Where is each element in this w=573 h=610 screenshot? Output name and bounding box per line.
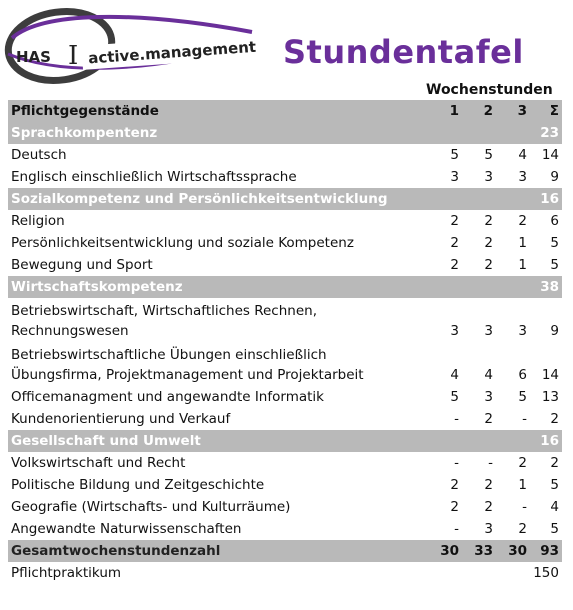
sum-value: 2 — [550, 411, 559, 427]
year-1-value: 5 — [450, 147, 459, 163]
total-year-2: 33 — [462, 540, 496, 562]
year-3-value: 4 — [518, 147, 527, 163]
year-3-value: 2 — [518, 521, 527, 537]
subject-label-line-1: Betriebswirtschaftliche Übungen einschließlich — [11, 347, 327, 363]
subject-label: Officemanagment und angewandte Informatik — [11, 389, 324, 405]
section-title: Wirtschaftskompetenz — [8, 276, 530, 298]
logo-has-text: HAS — [16, 48, 51, 66]
subject-label-line-2: Übungsfirma, Projektmanagement und Projektarbeit — [11, 367, 364, 383]
sum-value: 2 — [550, 455, 559, 471]
year-3-value: 1 — [518, 257, 527, 273]
year-2-value: 3 — [484, 521, 493, 537]
table-row — [8, 408, 562, 430]
subject-label: Kundenorientierung und Verkauf — [11, 411, 231, 427]
total-year-3: 30 — [496, 540, 530, 562]
table-row — [8, 166, 562, 188]
year-2-value: 2 — [484, 499, 493, 515]
year-1-value: 2 — [450, 477, 459, 493]
logo-bar-text: I — [68, 41, 79, 71]
year-3-value: - — [522, 411, 527, 427]
total-sum: 93 — [530, 540, 562, 562]
year-2-value: 5 — [484, 147, 493, 163]
year-3-value: 2 — [518, 455, 527, 471]
table-row — [8, 298, 562, 342]
praktikum-label: Pflichtpraktikum — [11, 565, 122, 581]
year-3-value: 2 — [518, 213, 527, 229]
praktikum-value: 150 — [533, 565, 559, 581]
header-year-2: 2 — [462, 100, 496, 122]
sum-value: 5 — [550, 521, 559, 537]
year-2-value: 2 — [484, 411, 493, 427]
logo-swoosh-icon — [2, 2, 264, 88]
year-2-value: 3 — [484, 323, 493, 339]
section-row — [8, 122, 562, 144]
year-3-value: 3 — [518, 323, 527, 339]
subject-label: Politische Bildung und Zeitgeschichte — [11, 477, 265, 493]
subject-label-line-1: Betriebswirtschaft, Wirtschaftliches Rechnen, — [11, 303, 317, 319]
year-1-value: - — [454, 455, 459, 471]
year-2-value: 2 — [484, 235, 493, 251]
section-total: 38 — [530, 276, 562, 298]
header-sum: Σ — [530, 100, 562, 122]
year-2-value: 2 — [484, 213, 493, 229]
section-total: 16 — [530, 188, 562, 210]
year-1-value: 2 — [450, 213, 459, 229]
total-row — [8, 540, 562, 562]
sum-value: 14 — [541, 367, 559, 383]
sum-value: 9 — [550, 323, 559, 339]
sum-value: 9 — [550, 169, 559, 185]
subject-label — [8, 342, 428, 386]
sum-value: 5 — [550, 235, 559, 251]
year-1-value: 2 — [450, 257, 459, 273]
table-row — [8, 518, 562, 540]
logo-name-text: active.management — [87, 37, 257, 68]
year-2-value: 2 — [484, 257, 493, 273]
subject-label — [8, 298, 428, 342]
year-2-value: 4 — [484, 367, 493, 383]
year-2-value: 2 — [484, 477, 493, 493]
stundentafel-table — [8, 100, 562, 584]
page-title: Stundentafel — [283, 33, 524, 71]
year-1-value: 3 — [450, 323, 459, 339]
subject-label: Volkswirtschaft und Recht — [11, 455, 186, 471]
subject-label: Persönlichkeitsentwicklung und soziale Kompetenz — [11, 235, 354, 251]
sum-value: 14 — [541, 147, 559, 163]
section-row — [8, 430, 562, 452]
header-year-3: 3 — [496, 100, 530, 122]
year-3-value: 5 — [518, 389, 527, 405]
table-row — [8, 254, 562, 276]
table-row — [8, 232, 562, 254]
year-3-value: 6 — [518, 367, 527, 383]
header-label: Pflichtgegenstände — [8, 100, 428, 122]
praktikum-row — [8, 562, 562, 584]
year-1-value: 2 — [450, 235, 459, 251]
wochenstunden-label: Wochenstunden — [426, 82, 553, 98]
table-header-row — [8, 100, 562, 122]
subject-label: Religion — [11, 213, 65, 229]
section-title: Sozialkompetenz und Persönlichkeitsentwicklung — [8, 188, 530, 210]
section-title: Sprachkompentenz — [8, 122, 530, 144]
section-row — [8, 276, 562, 298]
year-3-value: - — [522, 499, 527, 515]
table-row — [8, 474, 562, 496]
year-1-value: 4 — [450, 367, 459, 383]
subject-label-line-2: Rechnungswesen — [11, 323, 129, 339]
year-1-value: - — [454, 521, 459, 537]
year-1-value: 3 — [450, 169, 459, 185]
year-1-value: - — [454, 411, 459, 427]
table-row — [8, 144, 562, 166]
year-1-value: 5 — [450, 389, 459, 405]
header-year-1: 1 — [428, 100, 462, 122]
year-2-value: - — [488, 455, 493, 471]
school-logo — [2, 2, 264, 88]
sum-value: 13 — [541, 389, 559, 405]
year-3-value: 3 — [518, 169, 527, 185]
year-1-value: 2 — [450, 499, 459, 515]
sum-value: 5 — [550, 477, 559, 493]
subject-label: Geografie (Wirtschafts- und Kulturräume) — [11, 499, 291, 515]
subject-label: Englisch einschließlich Wirtschaftssprache — [11, 169, 297, 185]
total-label: Gesamtwochenstundenzahl — [8, 540, 428, 562]
table-row — [8, 342, 562, 386]
sum-value: 6 — [550, 213, 559, 229]
year-3-value: 1 — [518, 235, 527, 251]
total-year-1: 30 — [428, 540, 462, 562]
section-title: Gesellschaft und Umwelt — [8, 430, 530, 452]
subject-label: Deutsch — [11, 147, 67, 163]
year-2-value: 3 — [484, 169, 493, 185]
year-3-value: 1 — [518, 477, 527, 493]
table-row — [8, 210, 562, 232]
table-row — [8, 386, 562, 408]
subject-label: Angewandte Naturwissenschaften — [11, 521, 242, 537]
sum-value: 4 — [550, 499, 559, 515]
subject-label: Bewegung und Sport — [11, 257, 153, 273]
section-row — [8, 188, 562, 210]
section-total: 23 — [530, 122, 562, 144]
sum-value: 5 — [550, 257, 559, 273]
table-row — [8, 452, 562, 474]
table-row — [8, 496, 562, 518]
year-2-value: 3 — [484, 389, 493, 405]
section-total: 16 — [530, 430, 562, 452]
